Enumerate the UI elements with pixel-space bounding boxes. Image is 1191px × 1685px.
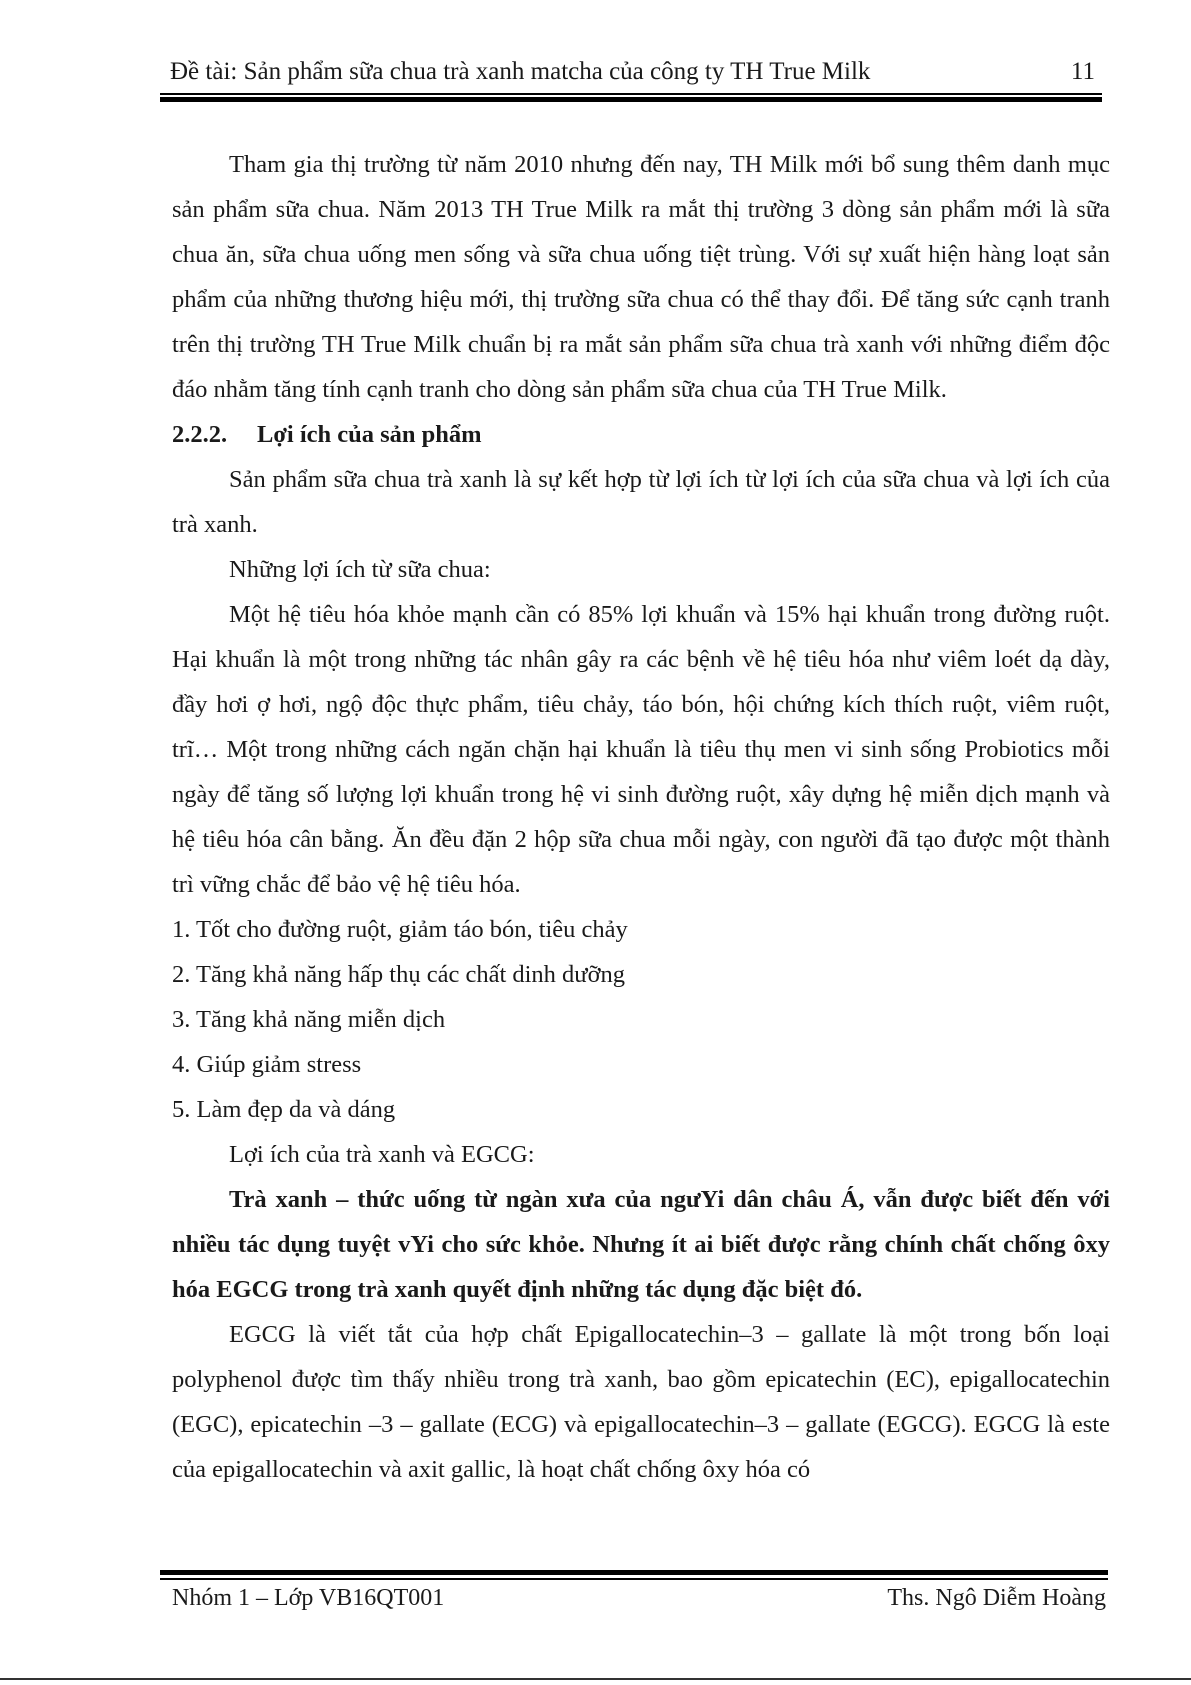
list-item: 2. Tăng khả năng hấp thụ các chất dinh dưỡng: [172, 961, 626, 988]
header-rule-thick: [160, 97, 1102, 102]
page-body: [172, 142, 1110, 1492]
list-item: 4. Giúp giảm stress: [172, 1051, 362, 1078]
document-title: Đề tài: Sản phẩm sữa chua trà xanh matcha của công ty TH True Milk: [170, 58, 871, 85]
page-header: [170, 58, 1105, 88]
footer-group-class: Nhóm 1 – Lớp VB16QT001: [172, 1585, 445, 1611]
benefit-intro-paragraph: Sản phẩm sữa chua trà xanh là sự kết hợp từ lợi ích từ lợi ích của sữa chua và lợi ích của trà xanh.: [172, 466, 1110, 538]
tea-benefits-label: Lợi ích của trà xanh và EGCG:: [229, 1141, 535, 1168]
footer-rule-thin: [160, 1578, 1108, 1580]
intro-paragraph: Tham gia thị trường từ năm 2010 nhưng đến nay, TH Milk mới bổ sung thêm danh mục sản phẩm sữa chua. Năm 2013 TH True Milk ra mắt thị trường 3 dòng sản phẩm mới là sữa chua ăn, sữa chua uống men sống và sữa chua uống tiệt trùng. Với sự xuất hiện hàng loạt sản phẩm của những thương hiệu mới, thị trường sữa chua có thể thay đổi. Để tăng sức cạnh tranh trên thị trường TH True Milk chuẩn bị ra mắt sản phẩm sữa chua trà xanh với những điểm độc đáo nhằm tăng tính cạnh tranh cho dòng sản phẩm sữa chua của TH True Milk.: [172, 151, 1110, 403]
header-rule-thin: [160, 93, 1102, 95]
section-heading: [172, 412, 1110, 457]
yogurt-benefits-label: Những lợi ích từ sữa chua:: [229, 556, 491, 583]
egcg-paragraph: EGCG là viết tắt của hợp chất Epigallocatechin–3 – gallate là một trong bốn loại polyphenol được tìm thấy nhiều trong trà xanh, bao gồm epicatechin (EC), epigallocatechin (EGC), epicatechin –3 – gallate (ECG) và epigallocatechin–3 – gallate (EGCG). EGCG là este của epigallocatechin và axit gallic, là hoạt chất chống ôxy hóa có: [172, 1321, 1110, 1483]
list-item: 3. Tăng khả năng miễn dịch: [172, 1006, 446, 1033]
page-footer: [170, 1585, 1108, 1615]
list-item: 5. Làm đẹp da và dáng: [172, 1096, 396, 1123]
page-bottom-edge: [0, 1678, 1191, 1680]
footer-instructor: Ths. Ngô Diễm Hoàng: [887, 1585, 1106, 1611]
list-item: 1. Tốt cho đường ruột, giảm táo bón, tiêu chảy: [172, 916, 628, 943]
digestion-paragraph: Một hệ tiêu hóa khỏe mạnh cần có 85% lợi khuẩn và 15% hại khuẩn trong đường ruột. Hại khuẩn là một trong những tác nhân gây ra các bệnh về hệ tiêu hóa như viêm loét dạ dày, đầy hơi ợ hơi, ngộ độc thực phẩm, tiêu chảy, táo bón, hội chứng kích thích ruột, viêm ruột, trĩ… Một trong những cách ngăn chặn hại khuẩn là tiêu thụ men vi sinh sống Probiotics mỗi ngày để tăng số lượng lợi khuẩn trong hệ vi sinh đường ruột, xây dựng hệ miễn dịch mạnh và hệ tiêu hóa cân bằng. Ăn đều đặn 2 hộp sữa chua mỗi ngày, con người đã tạo được một thành trì vững chắc để bảo vệ hệ tiêu hóa.: [172, 601, 1110, 898]
section-title: Lợi ích của sản phẩm: [257, 421, 482, 448]
section-number: 2.2.2.: [172, 421, 228, 448]
footer-rule-thick: [160, 1570, 1108, 1575]
page-number: 11: [1070, 58, 1095, 85]
tea-bold-paragraph: Trà xanh – thức uống từ ngàn xưa của ngưYi dân châu Á, vẫn được biết đến với nhiều tác dụng tuyệt vYi cho sức khỏe. Nhưng ít ai biết được rằng chính chất chống ôxy hóa EGCG trong trà xanh quyết định những tác dụng đặc biệt đó.: [172, 1186, 1110, 1303]
